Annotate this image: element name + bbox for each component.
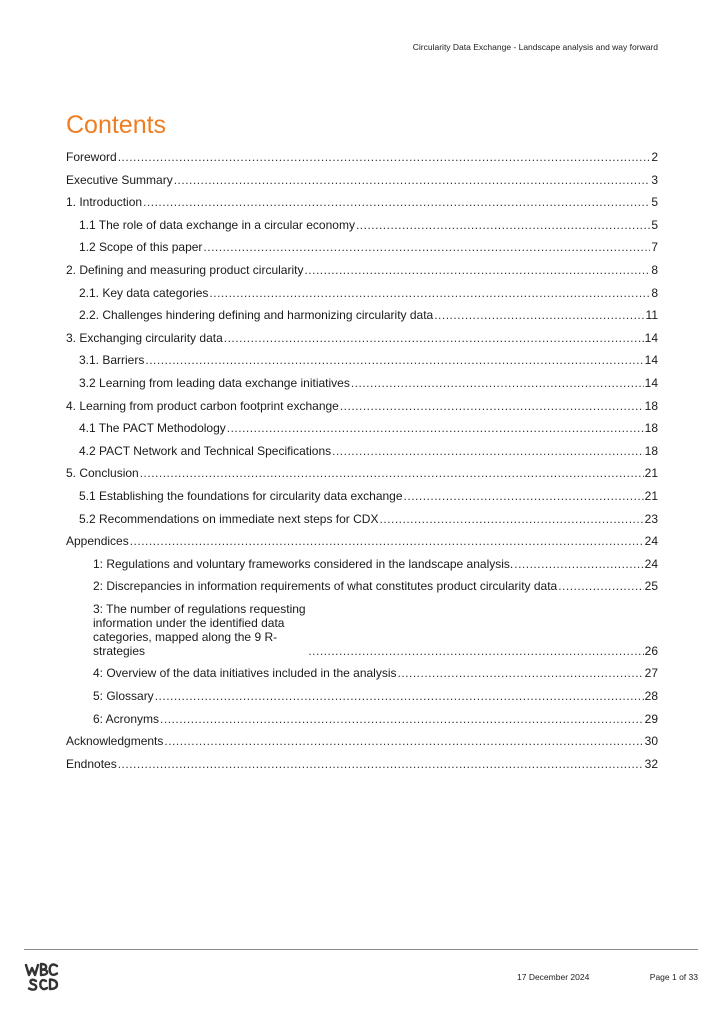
toc-entry-text: 1. Introduction: [66, 195, 143, 210]
toc-page-number: 26: [644, 643, 658, 658]
toc-entry-text: 4. Learning from product carbon footprint exchange: [66, 398, 339, 413]
toc-entry-text: 3. Exchanging circularity data: [66, 330, 223, 345]
toc-entry-2-2[interactable]: [66, 308, 658, 322]
toc-leader: [304, 263, 650, 277]
toc-leader: [404, 489, 644, 503]
toc-entry-5[interactable]: [66, 466, 658, 480]
toc-leader: [227, 421, 644, 435]
footer-date: 17 December 2024: [517, 972, 590, 982]
toc-leader: [143, 195, 650, 209]
toc-leader: [130, 534, 644, 548]
toc-leader: [118, 757, 644, 771]
toc-leader: [434, 308, 644, 322]
toc-leader: [356, 218, 650, 232]
toc-entry-text: 5. Conclusion: [66, 466, 139, 481]
toc-entry-text: 1.2 Scope of this paper: [79, 240, 203, 255]
toc-page-number: 14: [644, 330, 658, 345]
toc-entry-1-2[interactable]: [66, 240, 658, 254]
toc-leader: [558, 579, 643, 593]
toc-page-number: 8: [651, 262, 658, 277]
toc-leader: [160, 712, 644, 726]
toc-entry-3[interactable]: [66, 331, 658, 345]
toc-page-number: 18: [644, 421, 658, 436]
toc-entry-appendices[interactable]: [66, 534, 658, 548]
toc-leader: [209, 286, 650, 300]
toc-entry-text: 5: Glossary: [93, 689, 154, 704]
toc-page-number: 14: [644, 375, 658, 390]
toc-leader: [118, 150, 651, 164]
toc-page-number: 21: [644, 488, 658, 503]
toc-page-number: 5: [651, 217, 658, 232]
toc-entry-2-1[interactable]: [66, 286, 658, 300]
toc-page-number: 24: [644, 556, 658, 571]
toc-leader: [145, 353, 643, 367]
toc-leader: [340, 399, 644, 413]
toc-entry-text: 5.2 Recommendations on immediate next steps for CDX: [79, 511, 379, 526]
toc-page-number: 30: [644, 734, 658, 749]
toc-entry-foreword[interactable]: [66, 150, 658, 164]
toc-entry-text: Foreword: [66, 150, 117, 164]
toc-leader: [514, 557, 643, 571]
toc-entry-text: Appendices: [66, 534, 129, 549]
toc-entry-introduction[interactable]: [66, 195, 658, 209]
toc-entry-text: 2. Defining and measuring product circularity: [66, 262, 304, 277]
toc-entry-appendix-4[interactable]: [66, 666, 658, 680]
toc-page-number: 27: [644, 666, 658, 681]
toc-entry-5-1[interactable]: [66, 489, 658, 503]
toc-entry-text: Endnotes: [66, 756, 117, 771]
toc-page-number: 7: [651, 240, 658, 255]
toc-entry-appendix-1[interactable]: [66, 557, 658, 571]
toc-entry-4-2[interactable]: [66, 444, 658, 458]
toc-page-number: 21: [644, 466, 658, 481]
page-title: Contents: [66, 111, 167, 139]
toc-entry-text: Acknowledgments: [66, 734, 164, 749]
toc-leader: [351, 376, 644, 390]
toc-page-number: 14: [644, 353, 658, 368]
toc-entry-text: 3.1. Barriers: [79, 353, 145, 368]
toc-page-number: 23: [644, 511, 658, 526]
toc-leader: [155, 689, 644, 703]
toc-entry-appendix-2[interactable]: [66, 579, 658, 593]
toc-page-number: 24: [644, 534, 658, 549]
toc-entry-2[interactable]: [66, 263, 658, 277]
toc-page-number: 8: [651, 285, 658, 300]
toc-page-number: 18: [644, 398, 658, 413]
toc-leader: [203, 240, 650, 254]
toc-page-number: 3: [651, 172, 658, 187]
toc-entry-1-1[interactable]: [66, 218, 658, 232]
toc-entry-endnotes[interactable]: [66, 757, 658, 771]
toc-page-number: 32: [644, 756, 658, 771]
toc-entry-text: 1.1 The role of data exchange in a circular economy: [79, 217, 355, 232]
table-of-contents: [66, 150, 658, 779]
toc-entry-appendix-3[interactable]: [66, 602, 658, 658]
toc-entry-5-2[interactable]: [66, 512, 658, 526]
toc-entry-text: 4: Overview of the data initiatives included in the analysis: [93, 666, 397, 681]
toc-page-number: 18: [644, 443, 658, 458]
toc-page-number: 2: [651, 150, 658, 164]
toc-entry-text: 2.2. Challenges hindering defining and harmonizing circularity data: [79, 308, 434, 323]
toc-leader: [140, 466, 644, 480]
toc-leader: [174, 173, 651, 187]
toc-entry-acknowledgments[interactable]: [66, 734, 658, 748]
toc-leader: [398, 666, 644, 680]
toc-entry-3-2[interactable]: [66, 376, 658, 390]
toc-entry-text: 6: Acronyms: [93, 711, 160, 726]
toc-page-number: 25: [644, 579, 658, 594]
toc-entry-text: 2: Discrepancies in information requirements of what constitutes product circularity data: [93, 579, 558, 594]
toc-page-number: 28: [644, 689, 658, 704]
toc-entry-appendix-5[interactable]: [66, 689, 658, 703]
running-header: Circularity Data Exchange - Landscape analysis and way forward: [412, 42, 658, 52]
toc-entry-text: 2.1. Key data categories: [79, 285, 209, 300]
toc-entry-4[interactable]: [66, 399, 658, 413]
toc-entry-text: 5.1 Establishing the foundations for circularity data exchange: [79, 488, 403, 503]
wbcsd-logo: [22, 955, 62, 995]
toc-leader: [332, 444, 644, 458]
toc-entry-text: 4.1 The PACT Methodology: [79, 421, 226, 436]
toc-page-number: 11: [645, 308, 658, 323]
toc-entry-text: 4.2 PACT Network and Technical Specifications: [79, 443, 332, 458]
page-number: Page 1 of 33: [649, 972, 698, 982]
footer-divider: [24, 949, 698, 950]
toc-page-number: 5: [651, 195, 658, 210]
toc-entry-text: Executive Summary: [66, 172, 173, 187]
toc-entry-text: 1: Regulations and voluntary frameworks considered in the landscape analysis.: [93, 556, 514, 571]
toc-leader: [164, 734, 643, 748]
toc-entry-4-1[interactable]: [66, 421, 658, 435]
toc-entry-executive-summary[interactable]: [66, 173, 658, 187]
toc-leader: [379, 512, 643, 526]
toc-entry-3-1[interactable]: [66, 353, 658, 367]
toc-leader: [224, 331, 644, 345]
toc-entry-text: 3: The number of regulations requesting information under the identified data categories, mapped along the 9 R-strategies: [93, 601, 306, 658]
toc-entry-appendix-6[interactable]: [66, 712, 658, 726]
toc-entry-text: 3.2 Learning from leading data exchange initiatives: [79, 375, 350, 390]
toc-page-number: 29: [644, 711, 658, 726]
toc-leader: [308, 644, 643, 658]
